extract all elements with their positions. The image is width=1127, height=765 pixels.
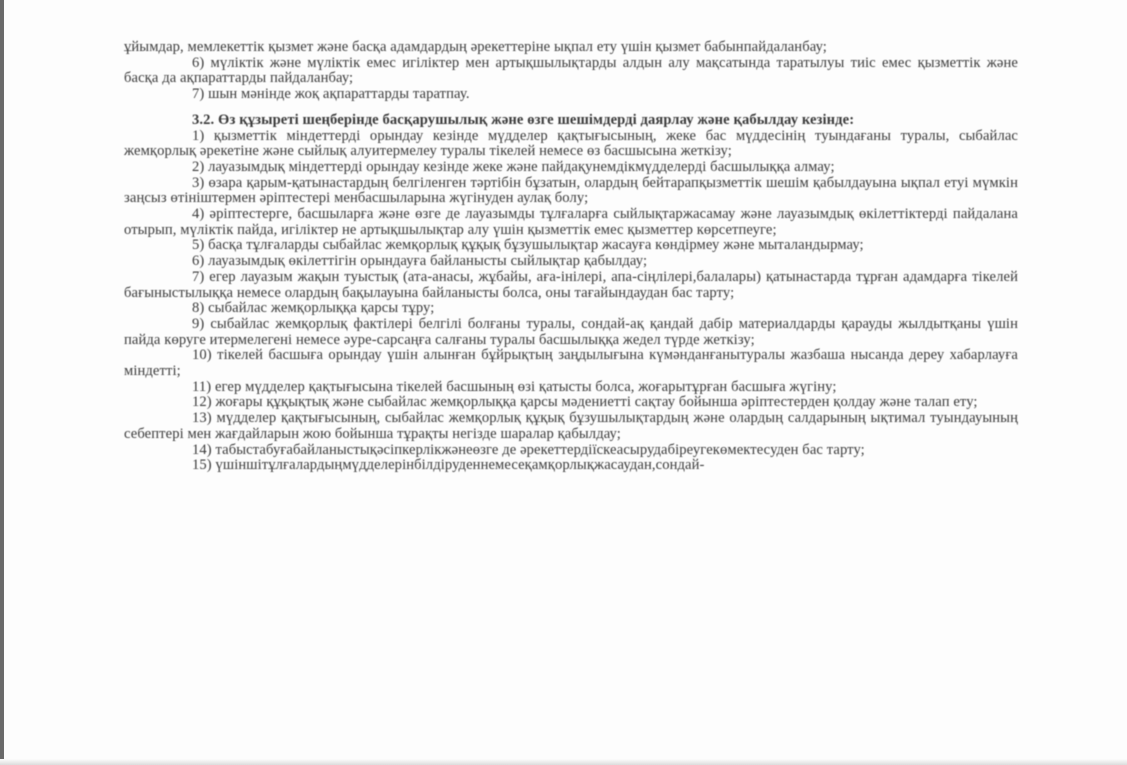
page-bottom-shadow [0,759,1127,765]
list-item-1: 1) қызметтік міндеттерді орындау кезінде мүдделер қақтығысының, жеке бас мүддесінің туындағаны туралы, сыбайлас жемқорлық әрекетіне және сыйлық алуитермелеу туралы тікелей немесе өз басшысына жеткізу; [124,127,1018,160]
list-item-8: 8) сыбайлас жемқорлыққа қарсы тұру; [192,300,435,317]
list-item-14: 14) табыстабуғабайланыстықәсіпкерлікжәнеөзге де әрекеттердіїскеасырудабіреугекөмектесуден бас тарту; [192,441,865,458]
list-item-13: 13) мүдделер қақтығысының, сыбайлас жемқорлық құқық бұзушылықтардың және олардың салдарының ықтимал туындауының себептері мен жағдайларын жою бойынша тұрақты негізде шаралар қабылдау; [124,410,1018,442]
paragraph-item-7: 7) шын мәнінде жоқ ақпараттарды таратпау. [192,86,470,103]
list-item-6: 6) лауазымдық өкілеттігін орындауға байланысты сыйлықтар қабылдау; [192,253,648,270]
list-item-12: 12) жоғары құқықтық және сыбайлас жемқорлыққа қарсы мәдениетті сақтау бойынша әріптестерден қолдау және талап ету; [192,394,978,411]
list-item-3: 3) өзара қарым-қатынастардың белгіленген тәртібін бұзатын, олардың бейтарапқызметтік шешім қабылдауына ықпал етуі мүмкін заңсыз өтініштермен әріптестері менбасшыларына жүгінуден аулақ болу; [124,174,1018,207]
paragraph-continuation: ұйымдар, мемлекеттік қызмет және басқа адамдардың әрекеттеріне ықпал ету үшін қызмет бабынпайдаланбау; [124,39,827,55]
paragraph-item-6: 6) мүліктік және мүліктік емес игіліктер мен артықшылықтарды алдын алу мақсатында таратылуы тиіс емес қызметтік және басқа да ақпараттарды пайдаланбау; [124,54,1018,87]
page-edge-shadow [0,0,4,765]
list-item-11: 11) егер мүдделер қақтығысына тікелей басшының өзі қатысты болса, жоғарытұрған басшыға жүгіну; [192,378,837,395]
list-item-9: 9) сыбайлас жемқорлық фактілері белгілі болғаны туралы, сондай-ақ қандай дабір материалдарды қарауды жылдытқаны үшін пайда көруге итермелегені немесе әуре-сарсаңға салғаны туралы басшылыққа жедел түрде жеткізу; [124,315,1018,348]
section-heading: 3.2. Өз құзыреті шеңберінде басқарушылық және өзге шешімдерді даярлау және қабылдау кезінде: [192,111,855,128]
document-body [124,40,1018,474]
list-item-7: 7) егер лауазым жақын туыстық (ата-анасы, жұбайы, аға-інілері, апа-сіңлілері,балалары) қатынастарда тұрған адамдарға тікелей бағыныстылыққа немесе олардың бақылауына байланысты болса, оны тағайындаудан бас тарту; [124,268,1018,301]
list-item-15: 15) үшіншітұлғалардыңмүдделерінбілдіруденнемесеқамқорлықжасаудан,сондай- [192,457,705,474]
list-item-2: 2) лауазымдық міндеттерді орындау кезінде жеке және пайдақунемдікмүдделерді басшылыққа алмау; [192,158,835,175]
list-item-5: 5) басқа тұлғаларды сыбайлас жемқорлық құқық бұзушылықтар жасауға көндірмеу және мыталандырмау; [192,237,864,254]
list-item-10: 10) тікелей басшыға орындау үшін алынған бұйрықтың заңдылығына күмәнданғанытуралы жазбаша нысанда дереу хабарлауға міндетті; [124,347,1018,380]
list-item-4: 4) әріптестерге, басшыларға және өзге де лауазымды тұлғаларға сыйлықтаржасамау және лауазымдық өкілеттіктерді пайдалана отырып, мүліктік пайда, игіліктер не артықшылықтар алу үшін қызметтік емес қызметтер көрсетпеуге; [124,206,1018,238]
